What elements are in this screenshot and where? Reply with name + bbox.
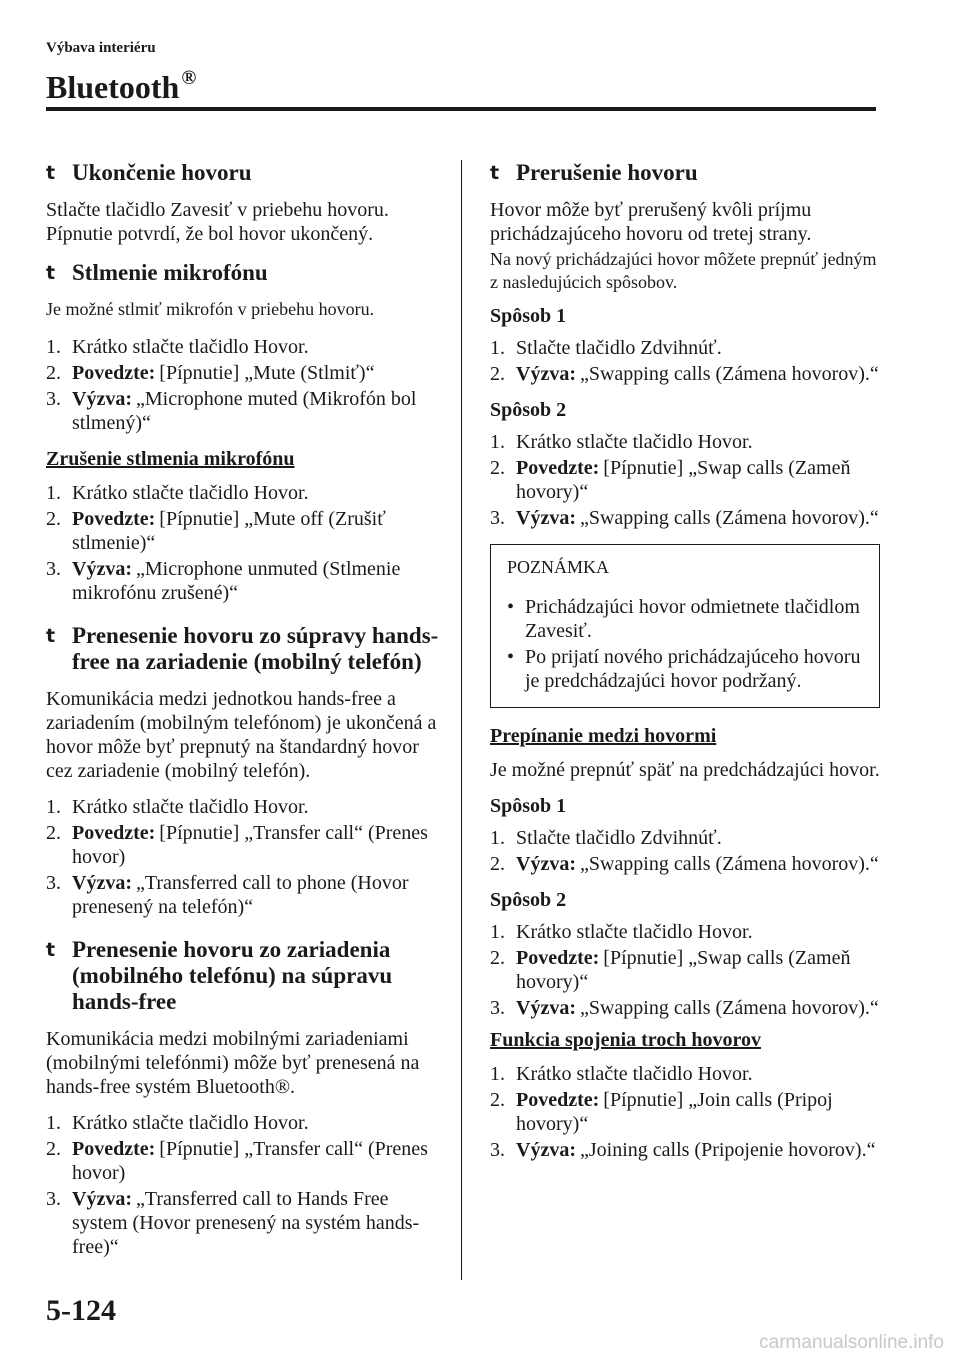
note-item-text: Po prijatí nového prichádzajúceho hovoru je predchádzajúci hovor podržaný. — [525, 646, 861, 692]
step-number: 1. — [490, 337, 505, 359]
step-text: [Pípnutie] „Join calls (Pripoj hovory)“ — [516, 1089, 833, 1135]
step-text: [Pípnutie] „Swap calls (Zameň hovory)“ — [516, 947, 851, 993]
paragraph: Komunikácia medzi jednotkou hands-free a zariadením (mobilným telefónom) je ukončená a hovor môže byť prepnutý na štandardný hovor cez zariadenie (mobilný telefón). — [46, 688, 437, 782]
registered-mark: ® — [181, 67, 197, 89]
step-number: 3. — [46, 388, 61, 410]
step-number: 3. — [490, 997, 505, 1019]
method-heading: Spôsob 1 — [490, 795, 567, 817]
step-item — [490, 1088, 880, 1136]
steps-list — [490, 430, 880, 530]
step-label: Výzva: — [516, 363, 576, 385]
section-heading-text: Prerušenie hovoru — [516, 160, 698, 185]
step-item — [46, 387, 446, 435]
step-item — [490, 852, 880, 876]
step-number: 1. — [490, 921, 505, 943]
step-number: 1. — [490, 431, 505, 453]
step-item — [490, 996, 880, 1020]
step-text: [Pípnutie] „Transfer call“ (Prenes hovor) — [72, 822, 428, 868]
step-item — [46, 481, 446, 505]
section-heading-text: Prenesenie hovoru zo zariadenia (mobilného telefónu) na súpravu hands-free — [72, 937, 393, 1014]
step-item — [490, 1062, 880, 1086]
step-text: [Pípnutie] „Mute (Stlmiť)“ — [159, 362, 375, 384]
steps-list — [490, 826, 880, 876]
step-item — [46, 1111, 446, 1135]
step-text: Krátko stlačte tlačidlo Hovor. — [72, 336, 309, 358]
step-item — [46, 507, 446, 555]
subheading-three-way-call: Funkcia spojenia troch hovorov — [490, 1029, 761, 1051]
step-text: [Pípnutie] „Mute off (Zrušiť stlmenie)“ — [72, 508, 386, 554]
step-text: „Swapping calls (Zámena hovorov).“ — [579, 507, 879, 529]
page-title — [46, 58, 196, 107]
step-number: 2. — [46, 1138, 61, 1160]
step-item — [490, 920, 880, 944]
step-number: 2. — [490, 853, 505, 875]
step-text: „Swapping calls (Zámena hovorov).“ — [579, 997, 879, 1019]
step-item — [46, 361, 446, 385]
steps-list — [490, 920, 880, 1020]
right-column — [490, 160, 880, 1174]
paragraph: Na nový prichádzajúci hovor môžete prepnúť jedným z nasledujúcich spôsobov. — [490, 249, 877, 292]
step-number: 1. — [46, 482, 61, 504]
step-item — [490, 826, 880, 850]
bullet-icon: • — [507, 596, 515, 618]
step-number: 1. — [46, 1112, 61, 1134]
note-list — [507, 595, 863, 693]
step-label: Výzva: — [72, 558, 132, 580]
step-label: Výzva: — [72, 388, 132, 410]
page-number: 5-124 — [46, 1294, 116, 1327]
steps-list — [46, 335, 446, 435]
column-divider — [461, 160, 462, 1280]
step-text: „Swapping calls (Zámena hovorov).“ — [579, 853, 879, 875]
step-item — [490, 946, 880, 994]
step-number: 2. — [46, 822, 61, 844]
step-text: Krátko stlačte tlačidlo Hovor. — [516, 431, 753, 453]
watermark: carmanualsonline.info — [759, 1332, 944, 1353]
note-item — [507, 645, 863, 693]
step-item — [46, 557, 446, 605]
method-heading: Spôsob 2 — [490, 399, 567, 421]
paragraph: Je možné stlmiť mikrofón v priebehu hovoru. — [46, 299, 375, 319]
left-column — [46, 160, 446, 1271]
steps-list — [46, 795, 446, 919]
step-text: Krátko stlačte tlačidlo Hovor. — [516, 921, 753, 943]
step-number: 1. — [46, 796, 61, 818]
step-item — [490, 362, 880, 386]
step-text: „Swapping calls (Zámena hovorov).“ — [579, 363, 879, 385]
step-label: Výzva: — [72, 872, 132, 894]
step-number: 3. — [46, 1188, 61, 1210]
step-number: 2. — [490, 363, 505, 385]
note-title: POZNÁMKA — [507, 557, 610, 577]
section-marker-icon: t — [46, 162, 56, 184]
step-item — [46, 821, 446, 869]
step-text: „Transferred call to Hands Free system (Hovor prenesený na systém hands-free)“ — [72, 1188, 420, 1258]
step-number: 3. — [490, 1139, 505, 1161]
steps-list — [490, 336, 880, 386]
step-number: 3. — [490, 507, 505, 529]
step-label: Výzva: — [516, 1139, 576, 1161]
subheading-unmute: Zrušenie stlmenia mikrofónu — [46, 448, 295, 470]
section-marker-icon: t — [46, 262, 56, 284]
step-text: „Microphone unmuted (Stlmenie mikrofónu zrušené)“ — [72, 558, 401, 604]
step-label: Výzva: — [516, 853, 576, 875]
section-marker-icon: t — [490, 162, 500, 184]
paragraph: Komunikácia medzi mobilnými zariadeniami (mobilnými telefónmi) môže byť prenesená na hands-free systém Bluetooth®. — [46, 1028, 420, 1098]
step-text: Krátko stlačte tlačidlo Hovor. — [72, 1112, 309, 1134]
step-number: 1. — [490, 827, 505, 849]
header-section-label: Výbava interiéru — [46, 40, 156, 56]
step-item — [46, 795, 446, 819]
step-number: 1. — [490, 1063, 505, 1085]
section-heading-text: Prenesenie hovoru zo súpravy hands-free na zariadenie (mobilný telefón) — [72, 623, 439, 674]
step-label: Povedzte: — [72, 822, 156, 844]
header-rule — [46, 107, 876, 111]
step-item — [46, 1187, 446, 1259]
step-text: Krátko stlačte tlačidlo Hovor. — [72, 482, 309, 504]
step-label: Povedzte: — [516, 1089, 600, 1111]
step-item — [490, 336, 880, 360]
step-label: Povedzte: — [516, 947, 600, 969]
note-item-text: Prichádzajúci hovor odmietnete tlačidlom Zavesiť. — [525, 596, 860, 642]
step-number: 3. — [46, 558, 61, 580]
steps-list — [46, 1111, 446, 1259]
step-text: „Transferred call to phone (Hovor prenesený na telefón)“ — [72, 872, 409, 918]
step-text: Krátko stlačte tlačidlo Hovor. — [72, 796, 309, 818]
section-heading-call-waiting — [490, 160, 880, 186]
step-item — [490, 430, 880, 454]
steps-list — [46, 481, 446, 605]
section-marker-icon: t — [46, 939, 56, 961]
step-label: Výzva: — [72, 1188, 132, 1210]
step-label: Povedzte: — [72, 508, 156, 530]
step-label: Povedzte: — [72, 362, 156, 384]
section-marker-icon: t — [46, 625, 56, 647]
step-label: Výzva: — [516, 997, 576, 1019]
step-number: 1. — [46, 336, 61, 358]
paragraph: Stlačte tlačidlo Zavesiť v priebehu hovoru. Pípnutie potvrdí, že bol hovor ukončený. — [46, 199, 389, 245]
section-heading-transfer-to-phone — [46, 623, 446, 675]
step-text: [Pípnutie] „Transfer call“ (Prenes hovor) — [72, 1138, 428, 1184]
section-heading-text: Ukončenie hovoru — [72, 160, 252, 185]
step-number: 2. — [46, 362, 61, 384]
bullet-icon: • — [507, 646, 515, 668]
step-item — [46, 1137, 446, 1185]
step-text: Krátko stlačte tlačidlo Hovor. — [516, 1063, 753, 1085]
step-item — [46, 871, 446, 919]
note-item — [507, 595, 863, 643]
step-label: Výzva: — [516, 507, 576, 529]
step-label: Povedzte: — [516, 457, 600, 479]
step-item — [490, 1138, 880, 1162]
section-heading-text: Stlmenie mikrofónu — [72, 260, 268, 285]
step-number: 2. — [490, 457, 505, 479]
step-text: „Joining calls (Pripojenie hovorov).“ — [579, 1139, 876, 1161]
note-box — [490, 544, 880, 708]
step-item — [46, 335, 446, 359]
section-heading-end-call — [46, 160, 446, 186]
page-title-text: Bluetooth — [46, 69, 180, 105]
step-number: 3. — [46, 872, 61, 894]
step-item — [490, 506, 880, 530]
method-heading: Spôsob 1 — [490, 305, 567, 327]
step-text: Stlačte tlačidlo Zdvihnúť. — [516, 827, 722, 849]
subheading-switch-calls: Prepínanie medzi hovormi — [490, 725, 717, 747]
step-text: „Microphone muted (Mikrofón bol stlmený)“ — [72, 388, 417, 434]
step-label: Povedzte: — [72, 1138, 156, 1160]
step-text: [Pípnutie] „Swap calls (Zameň hovory)“ — [516, 457, 851, 503]
method-heading: Spôsob 2 — [490, 889, 567, 911]
step-number: 2. — [490, 1089, 505, 1111]
section-heading-mute — [46, 260, 446, 286]
paragraph: Je možné prepnúť späť na predchádzajúci hovor. — [490, 759, 880, 781]
section-heading-transfer-to-handsfree — [46, 937, 446, 1015]
paragraph: Hovor môže byť prerušený kvôli príjmu prichádzajúceho hovoru od tretej strany. — [490, 199, 812, 245]
steps-list — [490, 1062, 880, 1162]
step-number: 2. — [490, 947, 505, 969]
step-item — [490, 456, 880, 504]
step-number: 2. — [46, 508, 61, 530]
step-text: Stlačte tlačidlo Zdvihnúť. — [516, 337, 722, 359]
